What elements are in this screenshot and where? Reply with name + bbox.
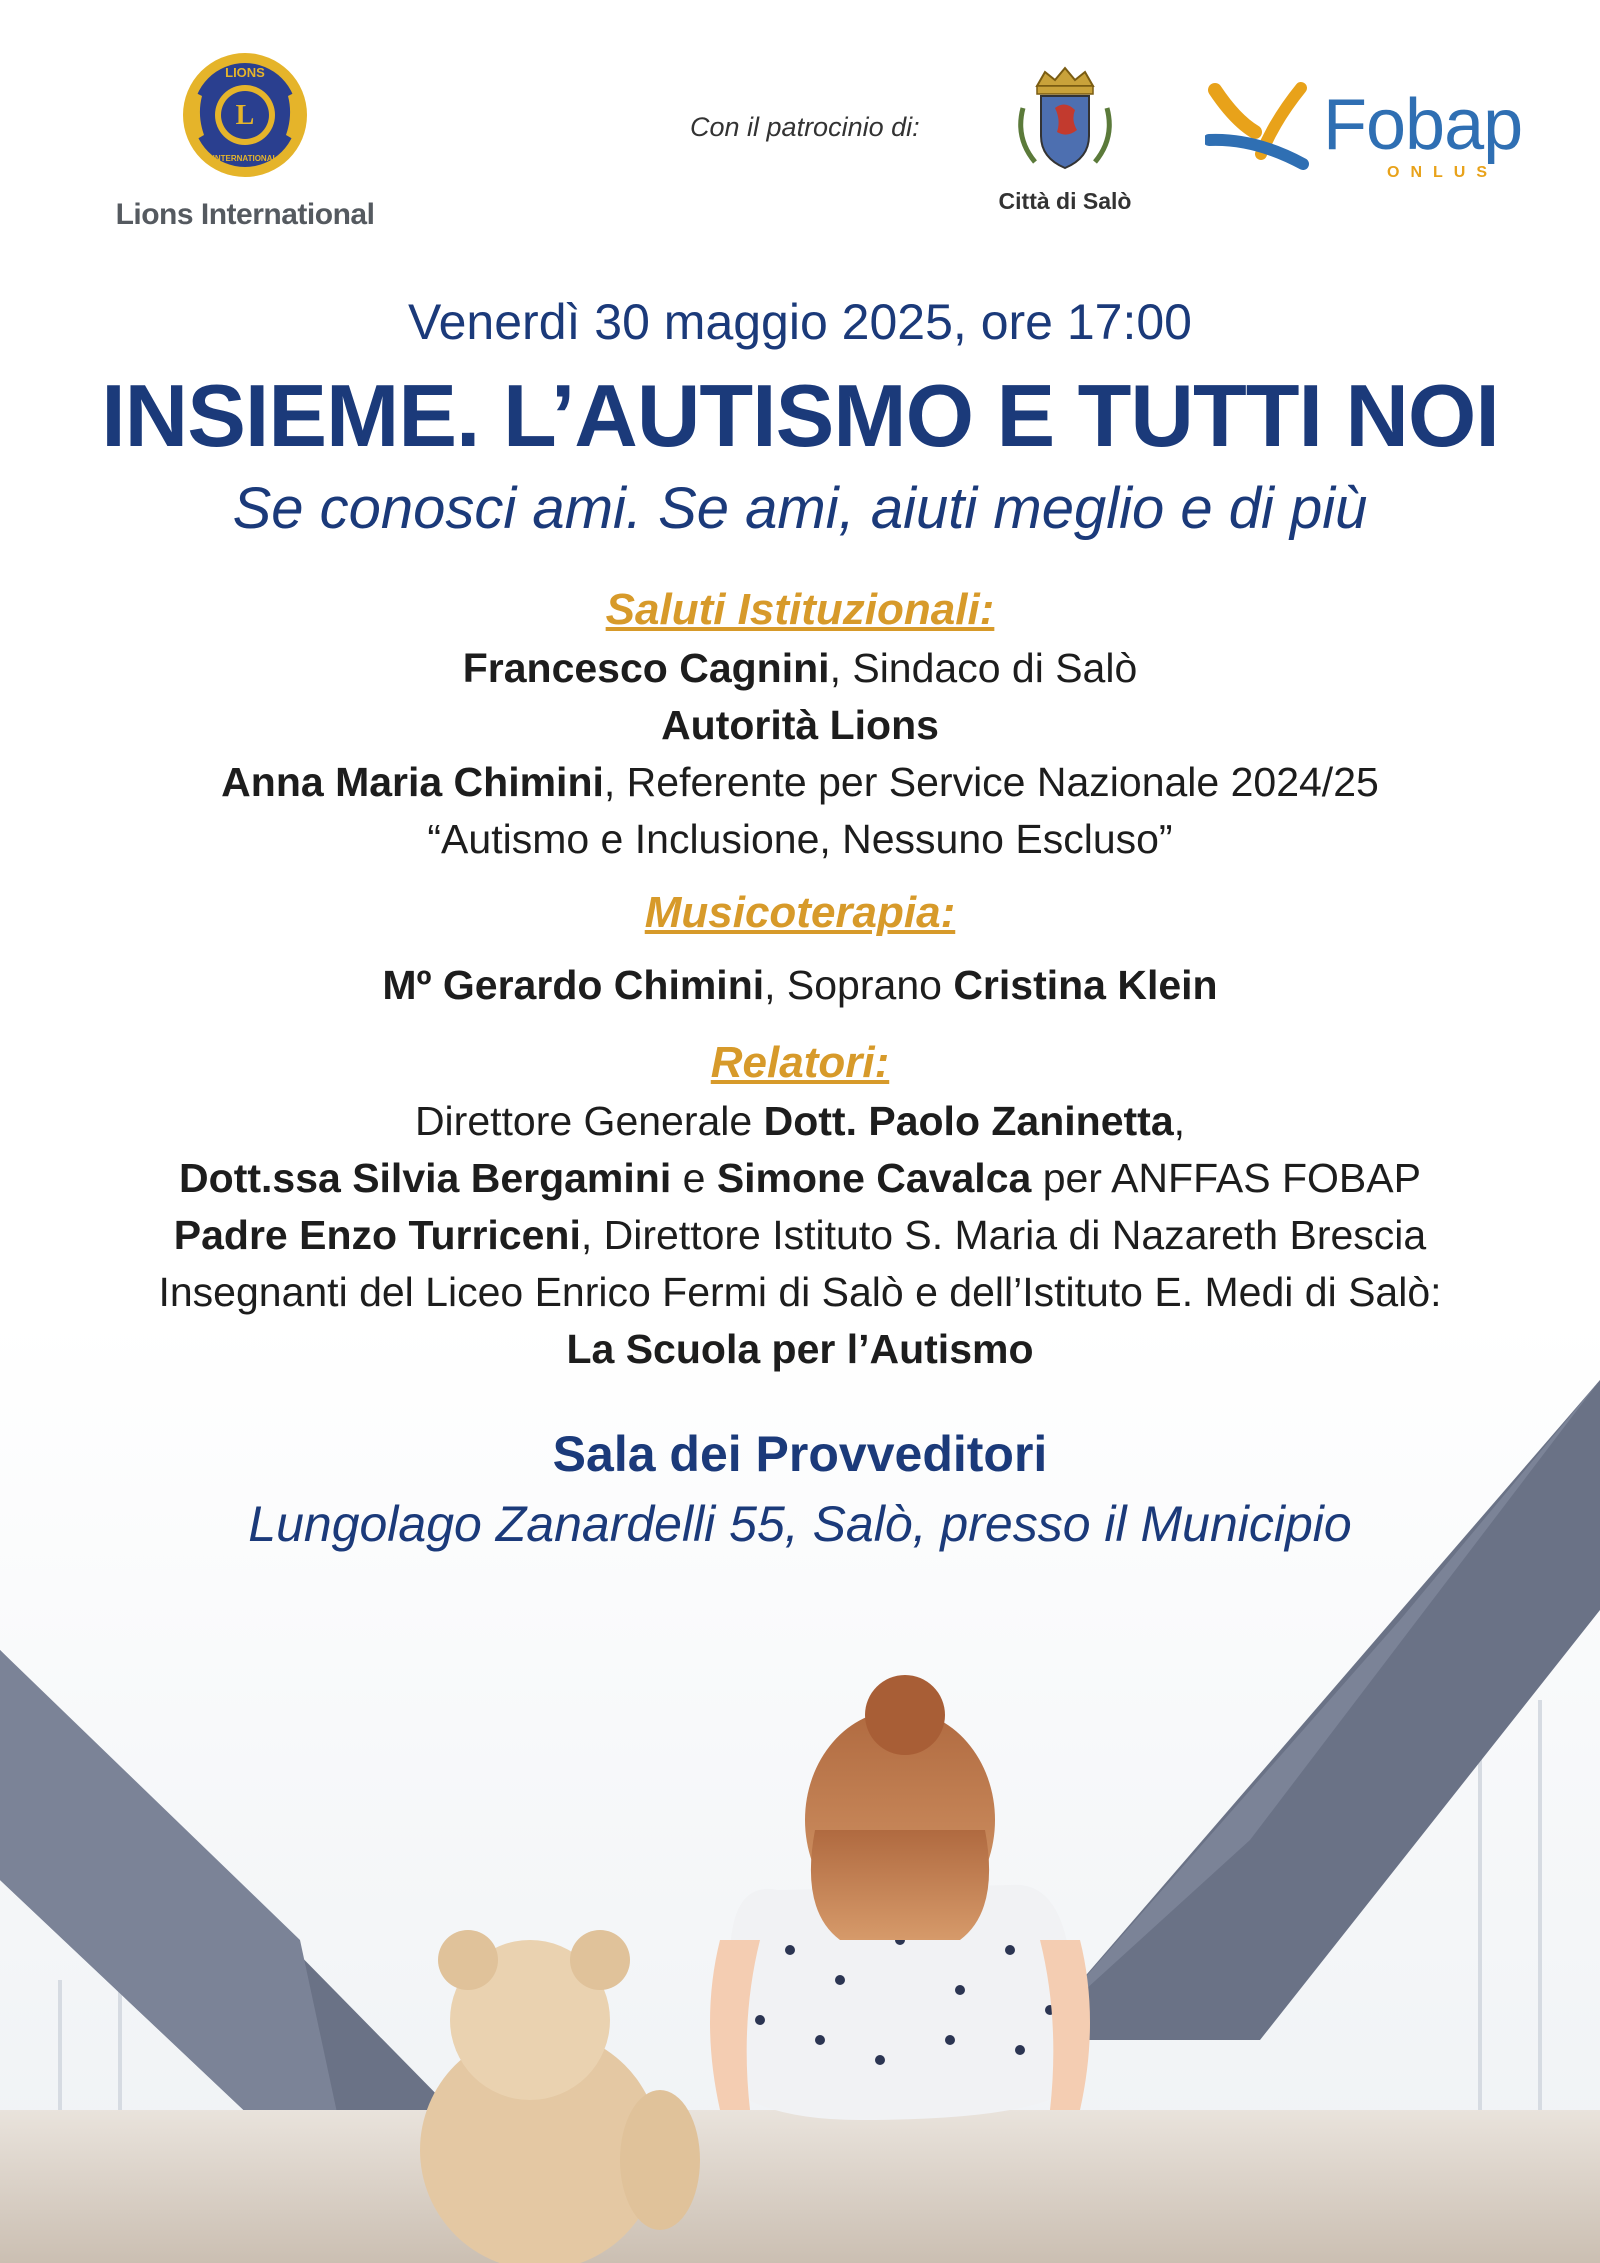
- relatore-name: Dott.ssa Silvia Bergamini: [179, 1155, 672, 1201]
- fobap-figure-icon: [1205, 80, 1320, 180]
- city-label: Città di Salò: [998, 188, 1132, 214]
- citta-di-salo-logo: [985, 58, 1145, 228]
- saluti-line-1: [0, 640, 1600, 696]
- relatore-org: per ANFFAS FOBAP: [1031, 1155, 1421, 1201]
- event-subtitle: Se conosci ami. Se ami, aiuti meglio e di più: [232, 476, 1368, 541]
- performer-name: Cristina Klein: [953, 962, 1218, 1008]
- relatore-topic: La Scuola per l’Autismo: [566, 1326, 1034, 1372]
- speaker-name: Autorità Lions: [661, 702, 939, 748]
- relatore-role: , Direttore Istituto S. Maria di Nazareth Brescia: [580, 1212, 1427, 1258]
- relatore-name: Padre Enzo Turriceni: [173, 1212, 581, 1258]
- musicoterapia-line: [0, 957, 1600, 1013]
- saluti-line-2: [0, 697, 1600, 753]
- relatori-line-1: [0, 1093, 1600, 1149]
- lions-label: Lions International: [115, 198, 375, 231]
- girl-figure-icon: [710, 1675, 1090, 2120]
- performer-sep: , Soprano: [764, 962, 954, 1008]
- speaker-name: Anna Maria Chimini: [221, 759, 604, 805]
- fobap-logo: [1205, 80, 1525, 190]
- saluti-line-4: “Autismo e Inclusione, Nessuno Escluso”: [427, 816, 1173, 862]
- relatori-heading: Relatori:: [710, 1038, 890, 1087]
- saluti-line-3: [0, 754, 1600, 810]
- fobap-name: Fobap: [1323, 85, 1523, 165]
- relatori-line-4: Insegnanti del Liceo Enrico Fermi di Salò e dell’Istituto E. Medi di Salò:: [158, 1269, 1442, 1315]
- svg-text:INTERNATIONAL: INTERNATIONAL: [212, 154, 278, 163]
- relatore-name: Simone Cavalca: [716, 1155, 1032, 1201]
- speaker-name: Francesco Cagnini: [462, 645, 830, 691]
- lions-emblem-icon: [180, 50, 310, 180]
- relatore-role: Direttore Generale: [414, 1098, 764, 1144]
- svg-text:LIONS: LIONS: [225, 65, 265, 80]
- saluti-heading: Saluti Istituzionali:: [605, 585, 995, 634]
- musicoterapia-heading: Musicoterapia:: [644, 888, 956, 937]
- relatore-punct: ,: [1173, 1098, 1186, 1144]
- relatore-conj: e: [671, 1155, 717, 1201]
- relatori-line-3: [0, 1207, 1600, 1263]
- svg-text:L: L: [235, 100, 255, 131]
- speaker-role: , Referente per Service Nazionale 2024/25: [603, 759, 1379, 805]
- performer-name: Mº Gerardo Chimini: [382, 962, 765, 1008]
- relatori-line-5: [0, 1321, 1600, 1377]
- teddy-bear-icon: [420, 1930, 700, 2263]
- fobap-onlus: ONLUS: [1387, 164, 1498, 181]
- venue-address: Lungolago Zanardelli 55, Salò, presso il Municipio: [248, 1496, 1352, 1552]
- lions-international-logo: [100, 50, 390, 230]
- relatore-name: Dott. Paolo Zaninetta: [763, 1098, 1174, 1144]
- event-title: INSIEME. L’AUTISMO E TUTTI NOI: [101, 366, 1499, 465]
- city-crest-icon: [1005, 58, 1125, 178]
- venue-name: Sala dei Provveditori: [552, 1426, 1048, 1482]
- event-date: Venerdì 30 maggio 2025, ore 17:00: [408, 294, 1192, 350]
- patronage-label: Con il patrocinio di:: [690, 112, 920, 142]
- speaker-role: , Sindaco di Salò: [829, 645, 1138, 691]
- relatori-line-2: [0, 1150, 1600, 1206]
